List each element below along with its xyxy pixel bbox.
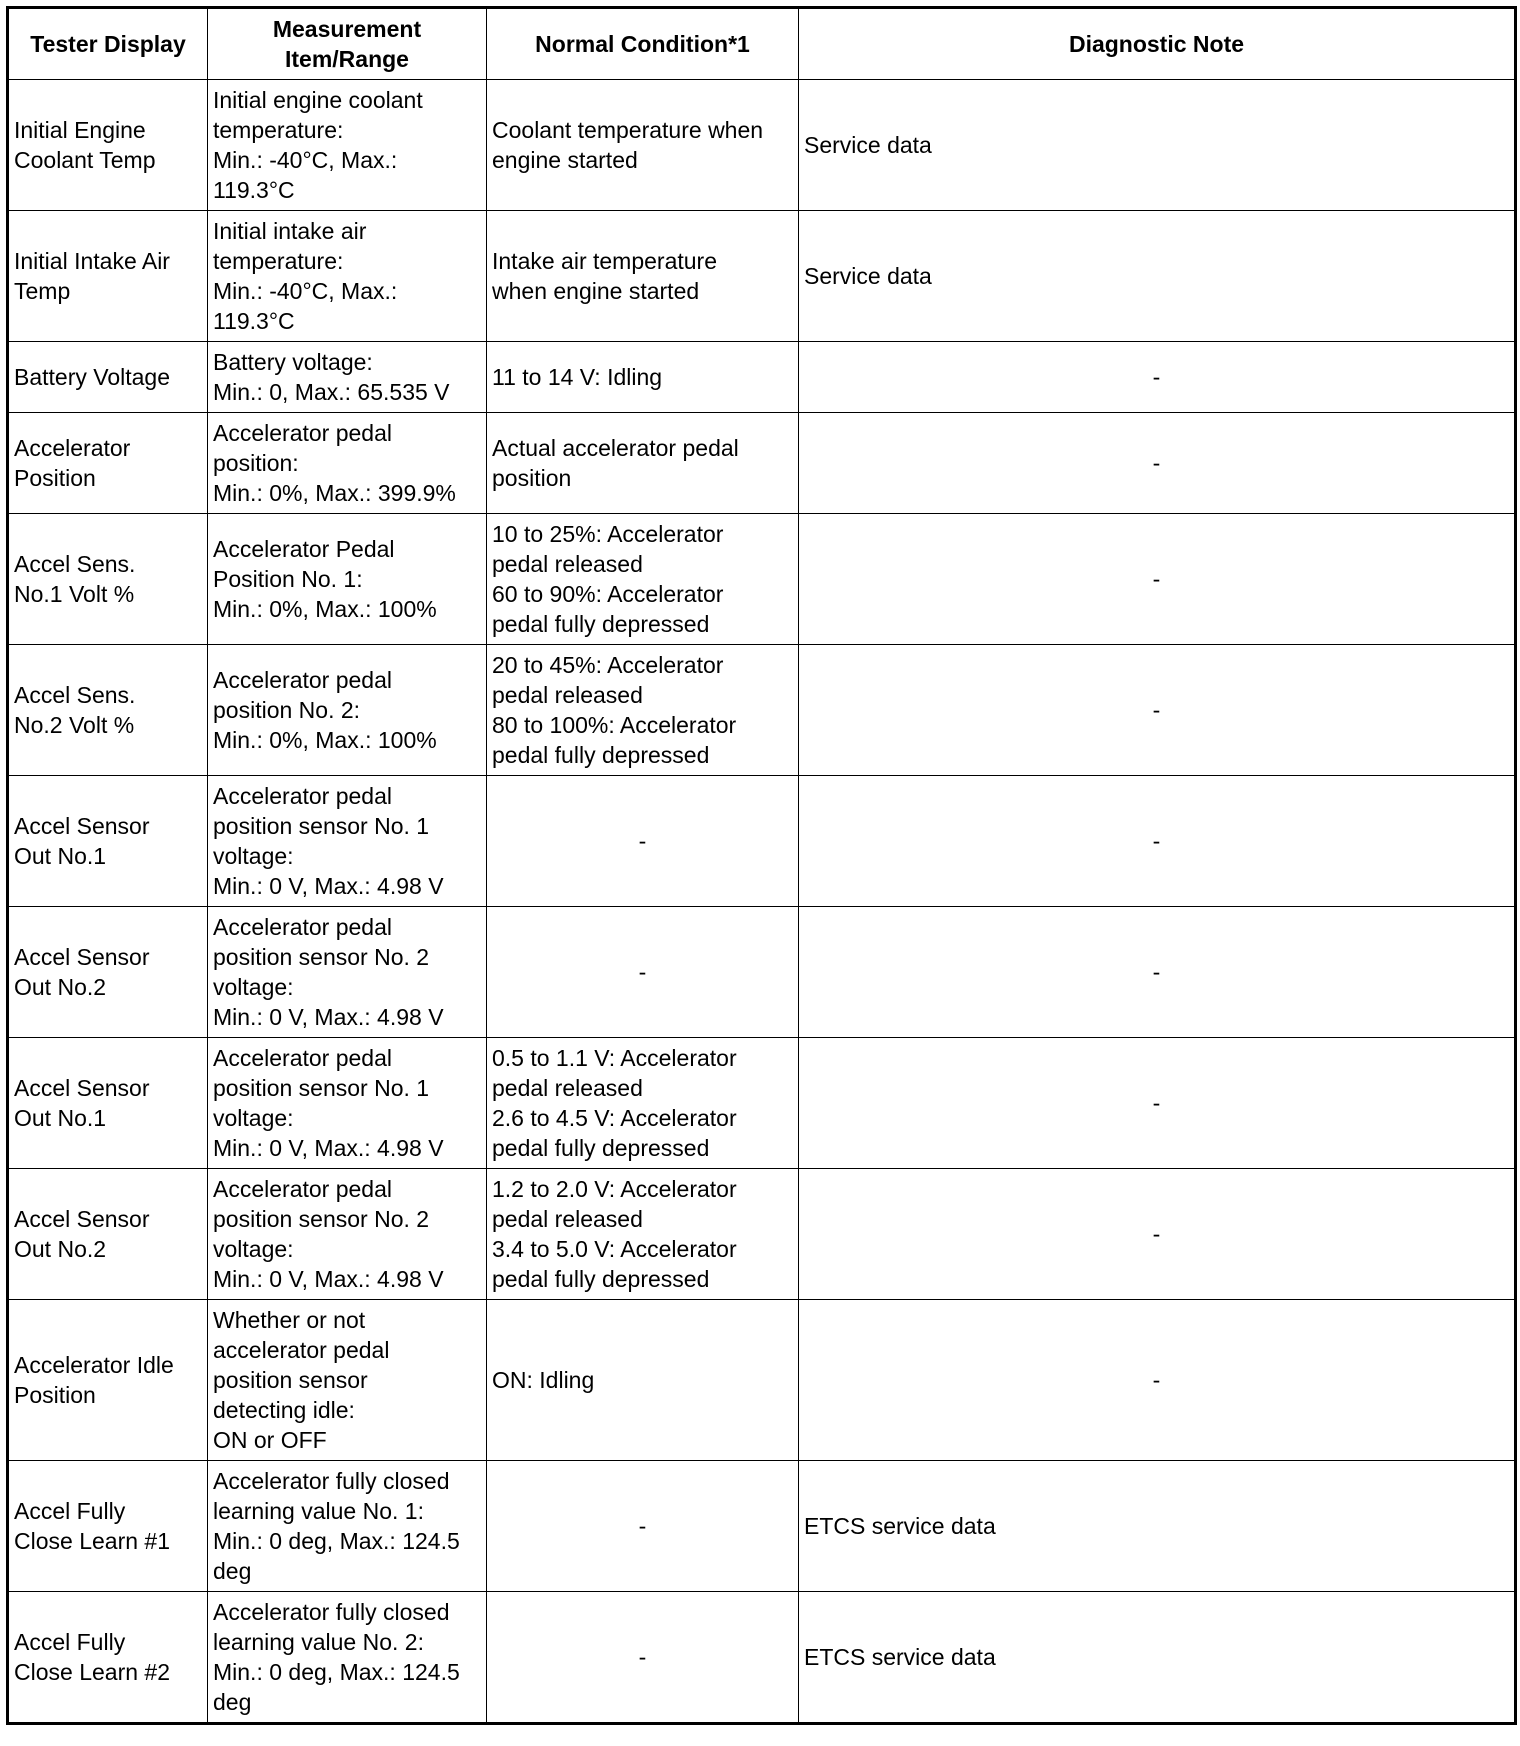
cell-measurement: Accelerator pedal position sensor No. 2 voltage: Min.: 0 V, Max.: 4.98 V [208,1169,487,1300]
cell-tester-display: Accelerator Idle Position [8,1300,208,1461]
cell-normal-condition: 0.5 to 1.1 V: Accelerator pedal released 2.6 to 4.5 V: Accelerator pedal fully depressed [487,1038,799,1169]
cell-tester-display: Accel Fully Close Learn #2 [8,1592,208,1724]
cell-diagnostic-note: ETCS service data [799,1592,1516,1724]
table-row [8,1169,1516,1300]
cell-diagnostic-note: - [799,645,1516,776]
table-row [8,907,1516,1038]
cell-tester-display: Accel Sensor Out No.2 [8,1169,208,1300]
cell-normal-condition: - [487,907,799,1038]
cell-measurement: Initial intake air temperature: Min.: -40°C, Max.: 119.3°C [208,211,487,342]
cell-measurement: Accelerator fully closed learning value No. 1: Min.: 0 deg, Max.: 124.5 deg [208,1461,487,1592]
cell-normal-condition: 1.2 to 2.0 V: Accelerator pedal released 3.4 to 5.0 V: Accelerator pedal fully depressed [487,1169,799,1300]
cell-diagnostic-note: - [799,1169,1516,1300]
cell-normal-condition: Coolant temperature when engine started [487,80,799,211]
cell-measurement: Whether or not accelerator pedal position sensor detecting idle: ON or OFF [208,1300,487,1461]
cell-normal-condition: 11 to 14 V: Idling [487,342,799,413]
cell-diagnostic-note: - [799,907,1516,1038]
cell-normal-condition: - [487,1461,799,1592]
table-row [8,1300,1516,1461]
cell-tester-display: Accelerator Position [8,413,208,514]
cell-diagnostic-note: - [799,342,1516,413]
cell-tester-display: Accel Fully Close Learn #1 [8,1461,208,1592]
cell-normal-condition: ON: Idling [487,1300,799,1461]
cell-normal-condition: Actual accelerator pedal position [487,413,799,514]
cell-measurement: Accelerator pedal position: Min.: 0%, Max.: 399.9% [208,413,487,514]
cell-normal-condition: 10 to 25%: Accelerator pedal released 60 to 90%: Accelerator pedal fully depressed [487,514,799,645]
table-row [8,80,1516,211]
cell-normal-condition: - [487,1592,799,1724]
table-row [8,645,1516,776]
cell-normal-condition: - [487,776,799,907]
cell-measurement: Accelerator pedal position sensor No. 1 voltage: Min.: 0 V, Max.: 4.98 V [208,1038,487,1169]
cell-measurement: Accelerator pedal position sensor No. 2 voltage: Min.: 0 V, Max.: 4.98 V [208,907,487,1038]
data-list-table [6,6,1517,1725]
table-row [8,1038,1516,1169]
header-measurement-item-range: Measurement Item/Range [208,8,487,80]
cell-tester-display: Initial Intake Air Temp [8,211,208,342]
table-row [8,1592,1516,1724]
table-row [8,1461,1516,1592]
header-diagnostic-note: Diagnostic Note [799,8,1516,80]
cell-measurement: Accelerator pedal position No. 2: Min.: 0%, Max.: 100% [208,645,487,776]
header-row [8,8,1516,80]
cell-tester-display: Accel Sensor Out No.1 [8,1038,208,1169]
cell-measurement: Accelerator pedal position sensor No. 1 voltage: Min.: 0 V, Max.: 4.98 V [208,776,487,907]
cell-tester-display: Accel Sensor Out No.2 [8,907,208,1038]
cell-tester-display: Accel Sensor Out No.1 [8,776,208,907]
cell-measurement: Accelerator fully closed learning value No. 2: Min.: 0 deg, Max.: 124.5 deg [208,1592,487,1724]
cell-diagnostic-note: - [799,1038,1516,1169]
cell-tester-display: Accel Sens. No.1 Volt % [8,514,208,645]
header-tester-display: Tester Display [8,8,208,80]
cell-diagnostic-note: - [799,1300,1516,1461]
table-row [8,211,1516,342]
cell-measurement: Battery voltage: Min.: 0, Max.: 65.535 V [208,342,487,413]
cell-diagnostic-note: - [799,776,1516,907]
table-row [8,776,1516,907]
cell-diagnostic-note: ETCS service data [799,1461,1516,1592]
cell-normal-condition: Intake air temperature when engine started [487,211,799,342]
cell-tester-display: Accel Sens. No.2 Volt % [8,645,208,776]
table-row [8,342,1516,413]
header-normal-condition: Normal Condition*1 [487,8,799,80]
cell-measurement: Initial engine coolant temperature: Min.: -40°C, Max.: 119.3°C [208,80,487,211]
cell-diagnostic-note: - [799,413,1516,514]
cell-tester-display: Initial Engine Coolant Temp [8,80,208,211]
cell-diagnostic-note: Service data [799,80,1516,211]
cell-measurement: Accelerator Pedal Position No. 1: Min.: 0%, Max.: 100% [208,514,487,645]
cell-diagnostic-note: Service data [799,211,1516,342]
cell-tester-display: Battery Voltage [8,342,208,413]
table-row [8,514,1516,645]
table-row [8,413,1516,514]
cell-normal-condition: 20 to 45%: Accelerator pedal released 80 to 100%: Accelerator pedal fully depressed [487,645,799,776]
cell-diagnostic-note: - [799,514,1516,645]
